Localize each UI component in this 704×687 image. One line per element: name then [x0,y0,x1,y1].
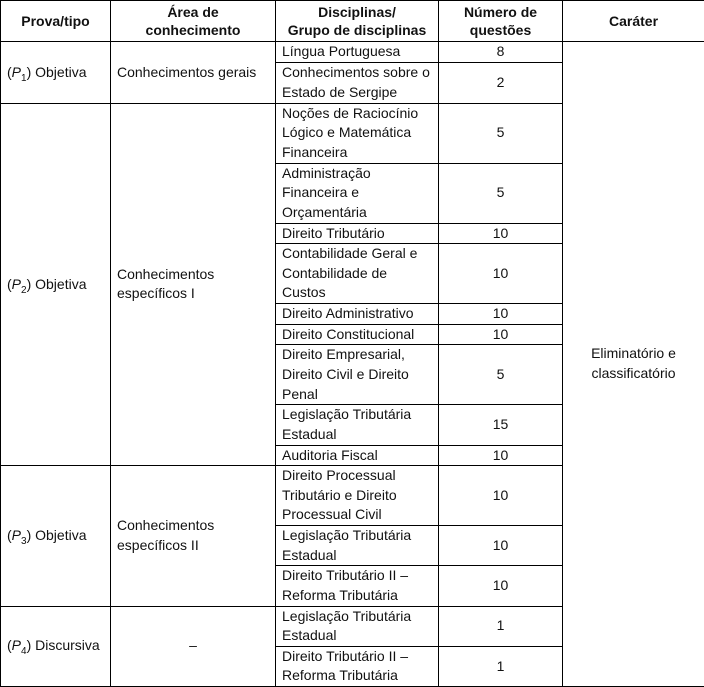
header-prova-tipo: Prova/tipo [1,1,111,42]
questoes-cell: 10 [439,566,563,606]
disciplina-cell: Direito Tributário [276,223,439,244]
header-numero-questoes: Número de questões [439,1,563,42]
questoes-cell: 10 [439,244,563,304]
disciplina-cell: Administração Financeira e Orçamentária [276,163,439,223]
questoes-cell: 10 [439,223,563,244]
disciplina-cell: Direito Empresarial, Direito Civil e Direito Penal [276,345,439,405]
table-row [1,42,704,63]
questoes-cell: 10 [439,526,563,566]
area-cell: Conhecimentos gerais [111,42,276,104]
header-row [1,1,704,42]
disciplina-cell: Legislação Tributária Estadual [276,526,439,566]
disciplina-cell: Direito Tributário II – Reforma Tributária [276,566,439,606]
header-carater: Caráter [563,1,704,42]
disciplina-cell: Legislação Tributária Estadual [276,606,439,646]
questoes-cell: 1 [439,606,563,646]
header-area-conhecimento: Área de conhecimento [111,1,276,42]
disciplina-cell: Legislação Tributária Estadual [276,405,439,445]
questoes-cell: 5 [439,163,563,223]
area-cell: – [111,606,276,686]
questoes-cell: 10 [439,304,563,325]
disciplina-cell: Língua Portuguesa [276,42,439,63]
prova-tipo-cell: $(P_4)$ Discursiva [1,606,111,686]
questoes-cell: 10 [439,466,563,526]
disciplina-cell: Auditoria Fiscal [276,445,439,466]
disciplina-cell: Direito Processual Tributário e Direito Processual Civil [276,466,439,526]
area-cell: Conhecimentos específicos II [111,466,276,606]
questoes-cell: 1 [439,646,563,686]
questoes-cell: 5 [439,345,563,405]
prova-tipo-cell: $(P_2)$ Objetiva [1,103,111,466]
disciplina-cell: Noções de Raciocínio Lógico e Matemática Financeira [276,103,439,163]
disciplina-cell: Conhecimentos sobre o Estado de Sergipe [276,62,439,103]
questoes-cell: 10 [439,324,563,345]
disciplina-cell: Direito Tributário II – Reforma Tributária [276,646,439,686]
area-cell: Conhecimentos específicos I [111,103,276,466]
prova-tipo-cell: $(P_1)$ Objetiva [1,42,111,104]
carater-cell: Eliminatório e classificatório [563,42,704,687]
questoes-cell: 15 [439,405,563,445]
disciplina-cell: Direito Administrativo [276,304,439,325]
questoes-cell: 2 [439,62,563,103]
disciplina-cell: Contabilidade Geral e Contabilidade de Custos [276,244,439,304]
prova-tipo-cell: $(P_3)$ Objetiva [1,466,111,606]
questoes-cell: 8 [439,42,563,63]
disciplina-cell: Direito Constitucional [276,324,439,345]
header-disciplinas: Disciplinas/ Grupo de disciplinas [276,1,439,42]
questoes-cell: 5 [439,103,563,163]
questoes-cell: 10 [439,445,563,466]
